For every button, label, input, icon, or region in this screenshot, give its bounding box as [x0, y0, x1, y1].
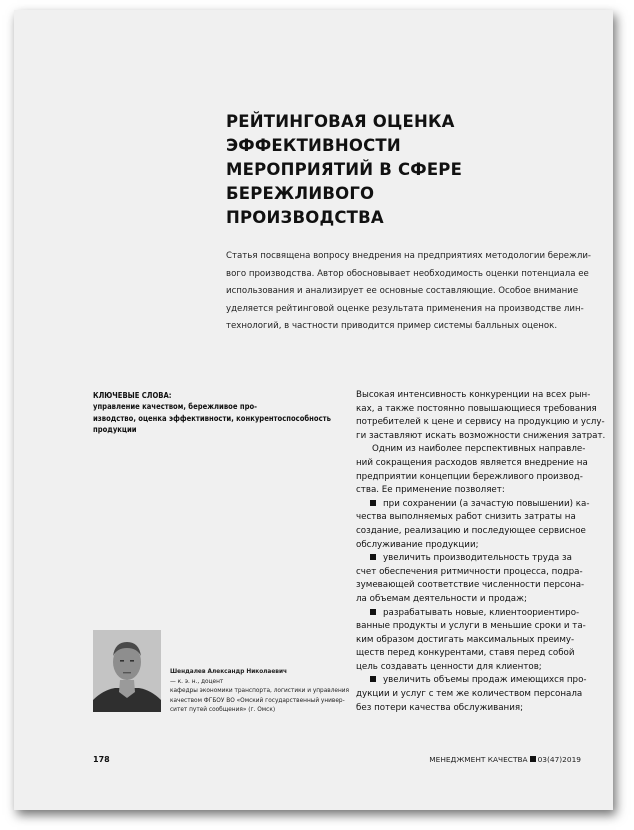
- abstract-line: вого производства. Автор обосновывает необходимость оценки потенциала ее: [226, 268, 589, 279]
- bullet-item: [356, 607, 606, 621]
- author-name: Шендалев Александр Николаевич: [170, 669, 287, 675]
- body-line: без потери качества обслуживания;: [356, 702, 524, 713]
- journal-name: МЕНЕДЖМЕНТ КАЧЕСТВА: [429, 755, 528, 764]
- body-line: создание, реализацию и последующее сервисное: [356, 525, 586, 536]
- body-line: ках, а также постоянно повышающиеся требования: [356, 403, 597, 414]
- title-line: МЕРОПРИЯТИЙ В СФЕРЕ БЕРЕЖЛИВОГО: [226, 160, 463, 203]
- title-line: ПРОИЗВОДСТВА: [226, 208, 384, 227]
- body-line: счет обеспечения ритмичности процесса, подра-: [356, 566, 583, 577]
- title-line: РЕЙТИНГОВАЯ ОЦЕНКА ЭФФЕКТИВНОСТИ: [226, 112, 455, 155]
- body-line: потребителей к цене и сервису на продукцию и услу-: [356, 417, 605, 428]
- author-line: [170, 668, 340, 687]
- article-title: [226, 110, 596, 230]
- bullet-marker: [370, 676, 376, 682]
- author-line: ситет путей сообщения» (г. Омск): [170, 707, 276, 714]
- keywords-line: изводство, оценка эффективности, конкурентоспособность: [93, 413, 331, 423]
- keywords-label: КЛЮЧЕВЫЕ СЛОВА:: [93, 391, 172, 400]
- journal-page: [14, 10, 613, 810]
- body-line: ла объемам деятельности и продаж;: [356, 593, 527, 604]
- journal-footer: [429, 755, 581, 764]
- article-body: [356, 389, 606, 715]
- author-degree: — к. э. н., доцент: [170, 678, 224, 685]
- author-photo: [93, 630, 161, 712]
- body-line: обслуживание продукции;: [356, 539, 479, 550]
- body-line: увеличить объемы продаж имеющихся про-: [383, 675, 587, 686]
- keywords-block: [93, 390, 333, 436]
- page-number: 178: [93, 755, 110, 764]
- body-line: ства. Ее применение позволяет:: [356, 485, 505, 496]
- body-line: разрабатывать новые, клиентоориентиро-: [383, 607, 580, 618]
- author-line: качеством ФГБОУ ВО «Омский государственный универ-: [170, 697, 345, 704]
- abstract-line: использования и анализирует ее основные составляющие. Особое внимание: [226, 286, 579, 297]
- journal-issue: 03(47)2019: [537, 755, 581, 764]
- abstract-line: уделяется рейтинговой оценке результата применения на производстве лин-: [226, 303, 584, 314]
- keywords-text: управление качеством, бережливое про-: [93, 402, 258, 412]
- body-line: ний сокращения расходов является внедрение на: [356, 457, 588, 468]
- body-line: дукции и услуг с тем же количеством персонала: [356, 689, 583, 700]
- author-portrait-icon: [93, 630, 161, 712]
- body-line: чества выполняемых работ снизить затраты на: [356, 512, 576, 523]
- body-line: Высокая интенсивность конкуренции на всех рын-: [356, 390, 591, 400]
- bullet-marker: [370, 609, 376, 615]
- bullet-item: [356, 674, 606, 688]
- body-line: зумевающей соответствие численности персона-: [356, 580, 585, 591]
- abstract-line: Статья посвящена вопросу внедрения на предприятиях методологии бережли-: [226, 251, 592, 261]
- body-line: предприятии концепции бережливого производ-: [356, 471, 583, 482]
- body-line: Одним из наиболее перспективных направле-: [372, 444, 586, 455]
- body-line: ванные продукты и услуги в меньшие сроки и та-: [356, 621, 586, 632]
- body-line: увеличить производительность труда за: [383, 553, 572, 564]
- bullet-item: [356, 552, 606, 566]
- keywords-line: продукции: [93, 425, 137, 435]
- abstract-line: технологий, в частности приводится пример системы балльных оценок.: [226, 321, 558, 332]
- bullet-item: [356, 498, 606, 512]
- square-separator-icon: [530, 756, 536, 762]
- body-line: ким образом достигать максимальных преиму-: [356, 634, 575, 645]
- bullet-marker: [370, 554, 376, 560]
- bullet-marker: [370, 500, 376, 506]
- article-abstract: [226, 248, 598, 336]
- body-line: ществ перед конкурентами, ставя перед собой: [356, 648, 575, 659]
- author-info: [170, 668, 350, 716]
- body-line: ги заставляют искать возможности снижения затрат.: [356, 430, 606, 441]
- author-line: кафедры экономики транспорта, логистики и управления: [170, 688, 350, 695]
- keywords-line: [93, 390, 333, 413]
- body-line: цель создавать ценности для клиентов;: [356, 661, 542, 672]
- body-line: при сохранении (а зачастую повышении) ка-: [383, 498, 590, 509]
